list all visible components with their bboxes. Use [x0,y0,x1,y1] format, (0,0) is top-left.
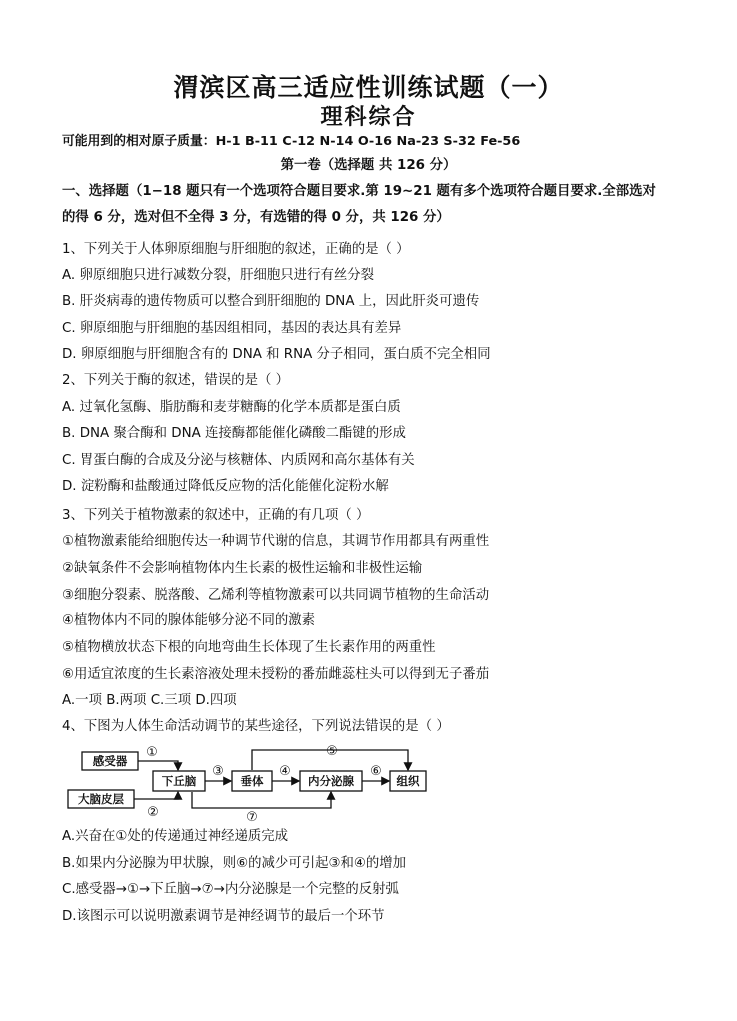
question-3-statement-5: ⑤植物横放状态下根的向地弯曲生长体现了生长素作用的两重性 [62,640,436,655]
question-1-option-b: B. 肝炎病毒的遗传物质可以整合到肝细胞的 DNA 上，因此肝炎可遗传 [62,294,480,309]
question-3-statement-4: ④植物体内不同的腺体能够分泌不同的激素 [62,613,316,628]
pathway-label-2: ② [147,805,159,820]
volume-heading: 第一卷（选择题 共 126 分） [280,158,457,173]
question-2-option-c: C. 胃蛋白酶的合成及分泌与核糖体、内质网和高尔基体有关 [62,453,415,468]
question-2-option-a: A. 过氧化氢酶、脂肪酶和麦芽糖酶的化学本质都是蛋白质 [62,400,401,415]
page-subtitle: 理科综合 [320,104,417,130]
tissue-label: 组织 [396,774,420,788]
question-4-option-d: D.该图示可以说明激素调节是神经调节的最后一个环节 [62,909,385,924]
pathway-label-3: ③ [212,764,224,779]
question-1-stem: 1、下列关于人体卵原细胞与肝细胞的叙述，正确的是（ ） [62,242,410,257]
question-3-statement-6: ⑥用适宜浓度的生长素溶液处理未授粉的番茄雌蕊柱头可以得到无子番茄 [62,667,490,682]
hypothalamus-label: 下丘脑 [161,774,197,788]
question-3-statement-3: ③细胞分裂素、脱落酸、乙烯利等植物激素可以共同调节植物的生命活动 [62,588,490,603]
pathway-label-1: ① [146,745,158,760]
question-1-option-c: C. 卵原细胞与肝细胞的基因组相同，基因的表达具有差异 [62,321,402,336]
pathway-label-4: ④ [279,764,291,779]
section1-instructions-line1: 一、选择题（1−18 题只有一个选项符合题目要求.第 19∼21 题有多个选项符合题目要求.全部选对 [62,184,656,199]
question-3-statement-2: ②缺氧条件不会影响植物体内生长素的极性运输和非极性运输 [62,561,423,576]
question-2-stem: 2、下列关于酶的叙述，错误的是（ ） [62,373,290,388]
cortex-label: 大脑皮层 [78,792,124,806]
question-1-option-d: D. 卵原细胞与肝细胞含有的 DNA 和 RNA 分子相同，蛋白质不完全相同 [62,347,491,362]
endocrine-label: 内分泌腺 [308,774,354,788]
question-4-stem: 4、下图为人体生命活动调节的某些途径，下列说法错误的是（ ） [62,719,450,734]
question-4-option-b: B.如果内分泌腺为甲状腺，则⑥的减少可引起③和④的增加 [62,856,407,871]
question-3-stem: 3、下列关于植物激素的叙述中，正确的有几项（ ） [62,508,370,523]
page-title: 渭滨区高三适应性训练试题（一） [173,73,564,102]
receptor-label: 感受器 [92,754,128,768]
question-3-choices: A.一项 B.两项 C.三项 D.四项 [62,693,237,708]
question-2-option-d: D. 淀粉酶和盐酸通过降低反应物的活化能催化淀粉水解 [62,479,389,494]
pathway-label-6: ⑥ [370,764,382,779]
pathway-label-5: ⑤ [326,744,338,759]
atomic-masses: 可能用到的相对原子质量：H-1 B-11 C-12 N-14 O-16 Na-23 S-32 Fe-56 [62,134,521,149]
pathway-label-7: ⑦ [246,810,258,824]
question-4-option-c: C.感受器→①→下丘脑→⑦→内分泌腺是一个完整的反射弧 [62,882,399,897]
pituitary-label: 垂体 [240,774,264,788]
question-1-option-a: A. 卵原细胞只进行减数分裂，肝细胞只进行有丝分裂 [62,268,375,283]
regulation-pathway-diagram [60,742,440,824]
section1-instructions-line2: 的得 6 分，选对但不全得 3 分，有选错的得 0 分，共 126 分） [62,210,450,225]
question-4-option-a: A.兴奋在①处的传递通过神经递质完成 [62,829,289,844]
question-2-option-b: B. DNA 聚合酶和 DNA 连接酶都能催化磷酸二酯键的形成 [62,426,406,441]
question-3-statement-1: ①植物激素能给细胞传达一种调节代谢的信息，其调节作用都具有两重性 [62,534,490,549]
